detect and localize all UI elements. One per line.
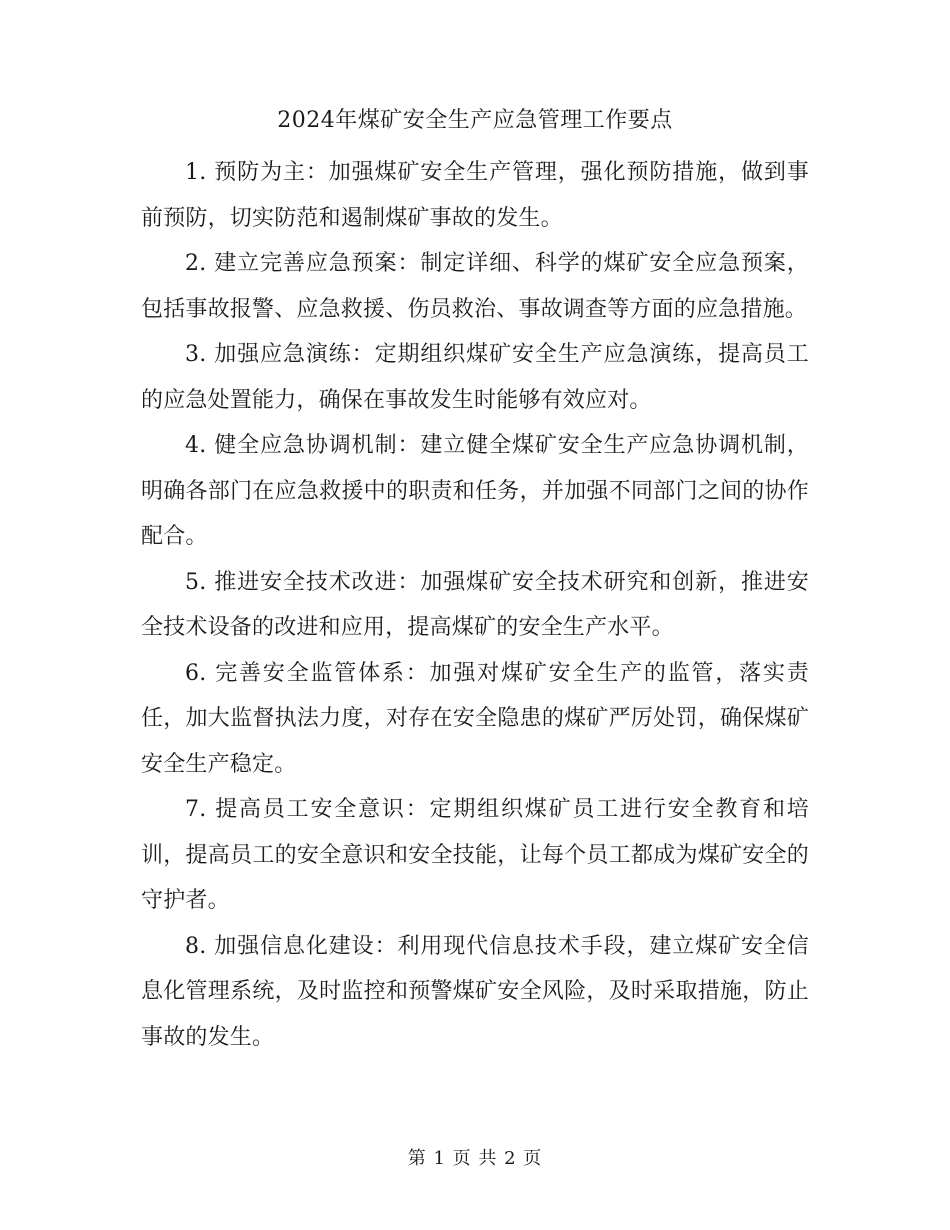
list-item: 6. 完善安全监管体系：加强对煤矿安全生产的监管，落实责任，加大监督执法力度，对存在安全隐患的煤矿严厉处罚，确保煤矿安全生产稳定。 bbox=[141, 660, 809, 777]
document-title: 2024年煤矿安全生产应急管理工作要点 bbox=[277, 108, 673, 133]
page-number-footer: 第 1 页 共 2 页 bbox=[407, 1148, 543, 1169]
list-item: 1. 预防为主：加强煤矿安全生产管理，强化预防措施，做到事前预防，切实防范和遏制煤矿事故的发生。 bbox=[141, 160, 809, 231]
list-item: 4. 健全应急协调机制：建立健全煤矿安全生产应急协调机制，明确各部门在应急救援中的职责和任务，并加强不同部门之间的协作配合。 bbox=[141, 433, 809, 549]
document-body bbox=[141, 150, 809, 1060]
list-item: 2. 建立完善应急预案：制定详细、科学的煤矿安全应急预案，包括事故报警、应急救援、伤员救治、事故调查等方面的应急措施。 bbox=[141, 251, 809, 322]
list-item: 7. 提高员工安全意识：定期组织煤矿员工进行安全教育和培训，提高员工的安全意识和安全技能，让每个员工都成为煤矿安全的守护者。 bbox=[141, 797, 809, 913]
list-item: 5. 推进安全技术改进：加强煤矿安全技术研究和创新，推进安全技术设备的改进和应用，提高煤矿的安全生产水平。 bbox=[141, 569, 809, 640]
list-item: 8. 加强信息化建设：利用现代信息技术手段，建立煤矿安全信息化管理系统，及时监控和预警煤矿安全风险，及时采取措施，防止事故的发生。 bbox=[141, 933, 809, 1050]
list-item: 3. 加强应急演练：定期组织煤矿安全生产应急演练，提高员工的应急处置能力，确保在事故发生时能够有效应对。 bbox=[141, 342, 809, 413]
